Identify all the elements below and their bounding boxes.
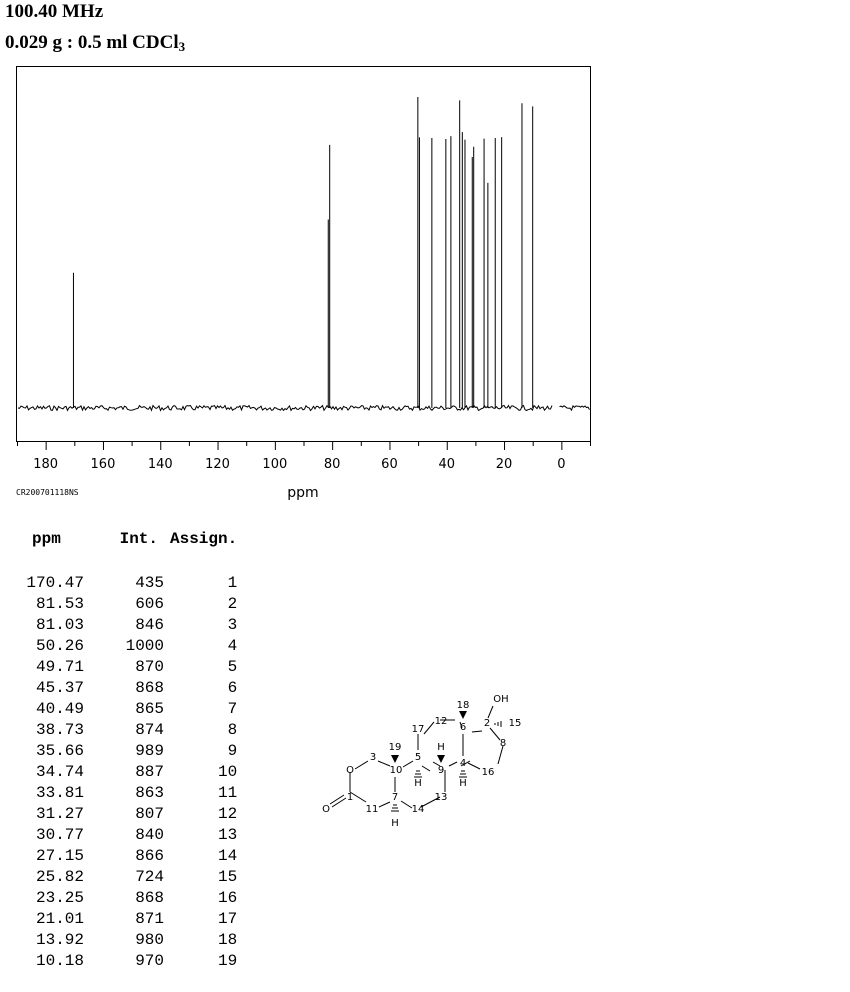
plot-frame <box>17 67 591 442</box>
peak-ppm: 21.01 <box>35 909 84 928</box>
peak-ppm: 49.71 <box>35 657 84 676</box>
atom-h-7: H <box>391 818 399 829</box>
x-axis <box>18 441 591 472</box>
x-tick-label: 100 <box>262 457 288 472</box>
peak-row <box>26 656 237 677</box>
atom-c8: 8 <box>499 738 507 749</box>
peak-intensity: 970 <box>135 951 164 970</box>
peak-ppm: 13.92 <box>35 930 84 949</box>
peak-ppm: 35.66 <box>35 741 84 760</box>
peak-intensity: 724 <box>135 867 164 886</box>
x-tick-label: 40 <box>438 457 456 472</box>
peak-assignment: 18 <box>218 930 238 949</box>
peak-assignment: 4 <box>227 636 238 655</box>
atom-h-4: H <box>459 778 467 789</box>
peak-ppm: 50.26 <box>35 636 84 655</box>
peak-assignment: 15 <box>218 867 238 886</box>
peak-intensity: 887 <box>135 762 164 781</box>
atom-c19: 19 <box>388 742 402 753</box>
peak-assignment: 2 <box>227 594 238 613</box>
peak-assignment: 13 <box>218 825 238 844</box>
x-tick-label: 120 <box>205 457 230 472</box>
peak-table-body <box>26 550 237 971</box>
peak-row <box>26 929 237 950</box>
atom-c17: 17 <box>411 724 425 735</box>
atom-c15: 15 <box>508 718 522 729</box>
peak-ppm: 81.03 <box>35 615 84 634</box>
atom-h-5: H <box>414 778 422 789</box>
baseline-noise <box>18 406 590 411</box>
peak-row <box>26 845 237 866</box>
wedge-bonds <box>388 711 467 763</box>
peak-row <box>26 614 237 635</box>
peak-intensity: 868 <box>135 678 164 697</box>
peak-assignment: 1 <box>227 573 238 592</box>
atom-c14: 14 <box>411 804 425 815</box>
peak-row <box>26 782 237 803</box>
sample-info <box>5 32 185 55</box>
peak-ppm: 38.73 <box>35 720 84 739</box>
atom-c5: 5 <box>414 752 422 763</box>
peak-assignment: 12 <box>218 804 238 823</box>
x-axis-label: ppm <box>287 485 319 501</box>
peak-assignment: 6 <box>227 678 238 697</box>
peak-row <box>26 635 237 656</box>
molecule-structure <box>300 680 540 840</box>
atom-c7: 7 <box>391 792 399 803</box>
x-tick-label: 80 <box>323 457 341 472</box>
col-header-assign: Assign. <box>170 530 238 548</box>
atom-c18: 18 <box>456 700 470 711</box>
peak-assignment: 17 <box>218 909 238 928</box>
peak-intensity: 435 <box>135 573 164 592</box>
peak-table <box>26 528 237 971</box>
peak-ppm: 10.18 <box>35 951 84 970</box>
spectrum-code: CR200701118NS <box>16 488 79 497</box>
atom-c16: 16 <box>481 767 495 778</box>
col-header-ppm: ppm <box>32 530 61 548</box>
peak-assignment: 14 <box>218 846 238 865</box>
nmr-spectrum-chart <box>0 60 620 510</box>
peak-row <box>26 719 237 740</box>
peak-ppm: 27.15 <box>35 846 84 865</box>
atom-c4: 4 <box>459 758 467 769</box>
atom-o-carbonyl: O <box>322 804 330 815</box>
peak-row <box>26 761 237 782</box>
atom-o-ring: O <box>346 765 354 776</box>
peak-row <box>26 740 237 761</box>
peak-row <box>26 677 237 698</box>
peak-assignment: 8 <box>227 720 238 739</box>
peak-assignment: 16 <box>218 888 238 907</box>
peak-row <box>26 908 237 929</box>
col-header-int: Int. <box>119 530 158 548</box>
peak-ppm: 81.53 <box>35 594 84 613</box>
peak-row <box>26 572 237 593</box>
x-tick-label: 60 <box>381 457 398 472</box>
peak-group <box>73 97 532 408</box>
peak-intensity: 840 <box>135 825 164 844</box>
peak-intensity: 846 <box>135 615 164 634</box>
peak-ppm: 170.47 <box>26 573 84 592</box>
peak-intensity: 1000 <box>125 636 164 655</box>
peak-ppm: 23.25 <box>35 888 84 907</box>
peak-assignment: 7 <box>227 699 238 718</box>
x-tick-label: 180 <box>33 457 59 472</box>
atom-h-9: H <box>437 742 445 753</box>
peak-row <box>26 887 237 908</box>
peak-row <box>26 866 237 887</box>
atom-c10: 10 <box>389 765 403 776</box>
peak-intensity: 980 <box>135 930 164 949</box>
atom-c12: 12 <box>434 716 448 727</box>
peak-assignment: 3 <box>227 615 238 634</box>
atom-c3: 3 <box>369 752 377 763</box>
peak-ppm: 33.81 <box>35 783 84 802</box>
atom-c6: 6 <box>459 722 467 733</box>
peak-assignment: 10 <box>218 762 238 781</box>
peak-assignment: 11 <box>218 783 238 802</box>
peak-intensity: 871 <box>135 909 164 928</box>
peak-ppm: 34.74 <box>35 762 84 781</box>
peak-ppm: 30.77 <box>35 825 84 844</box>
peak-assignment: 5 <box>227 657 238 676</box>
peak-intensity: 870 <box>135 657 164 676</box>
peak-intensity: 868 <box>135 888 164 907</box>
x-tick-label: 20 <box>495 457 513 472</box>
peak-row <box>26 593 237 614</box>
atom-oh: OH <box>493 694 509 705</box>
peak-assignment: 9 <box>227 741 238 760</box>
peak-ppm: 40.49 <box>35 699 84 718</box>
spectrometer-frequency: 100.40 MHz <box>5 1 104 22</box>
peak-ppm: 31.27 <box>35 804 84 823</box>
sample-subscript: 3 <box>178 39 186 54</box>
peak-row <box>26 824 237 845</box>
peak-assignment: 19 <box>218 951 238 970</box>
atom-c13: 13 <box>434 792 448 803</box>
x-tick-label: 140 <box>147 457 173 472</box>
peak-row <box>26 803 237 824</box>
peak-intensity: 866 <box>135 846 164 865</box>
peak-intensity: 863 <box>135 783 164 802</box>
peak-table-header <box>26 528 237 550</box>
x-tick-label: 0 <box>557 457 566 472</box>
peak-intensity: 606 <box>135 594 164 613</box>
sample-text: 0.029 g : 0.5 ml CDCl <box>5 32 179 53</box>
atom-c1: 1 <box>346 792 354 803</box>
peak-row <box>26 950 237 971</box>
atom-c11: 11 <box>365 804 379 815</box>
peak-intensity: 865 <box>135 699 164 718</box>
peak-ppm: 25.82 <box>35 867 84 886</box>
peak-intensity: 807 <box>135 804 164 823</box>
peak-row <box>26 698 237 719</box>
peak-intensity: 874 <box>135 720 164 739</box>
peak-intensity: 989 <box>135 741 164 760</box>
atom-c2: 2 <box>483 718 491 729</box>
atom-c9: 9 <box>437 765 445 776</box>
peak-ppm: 45.37 <box>35 678 84 697</box>
x-tick-label: 160 <box>90 457 116 472</box>
